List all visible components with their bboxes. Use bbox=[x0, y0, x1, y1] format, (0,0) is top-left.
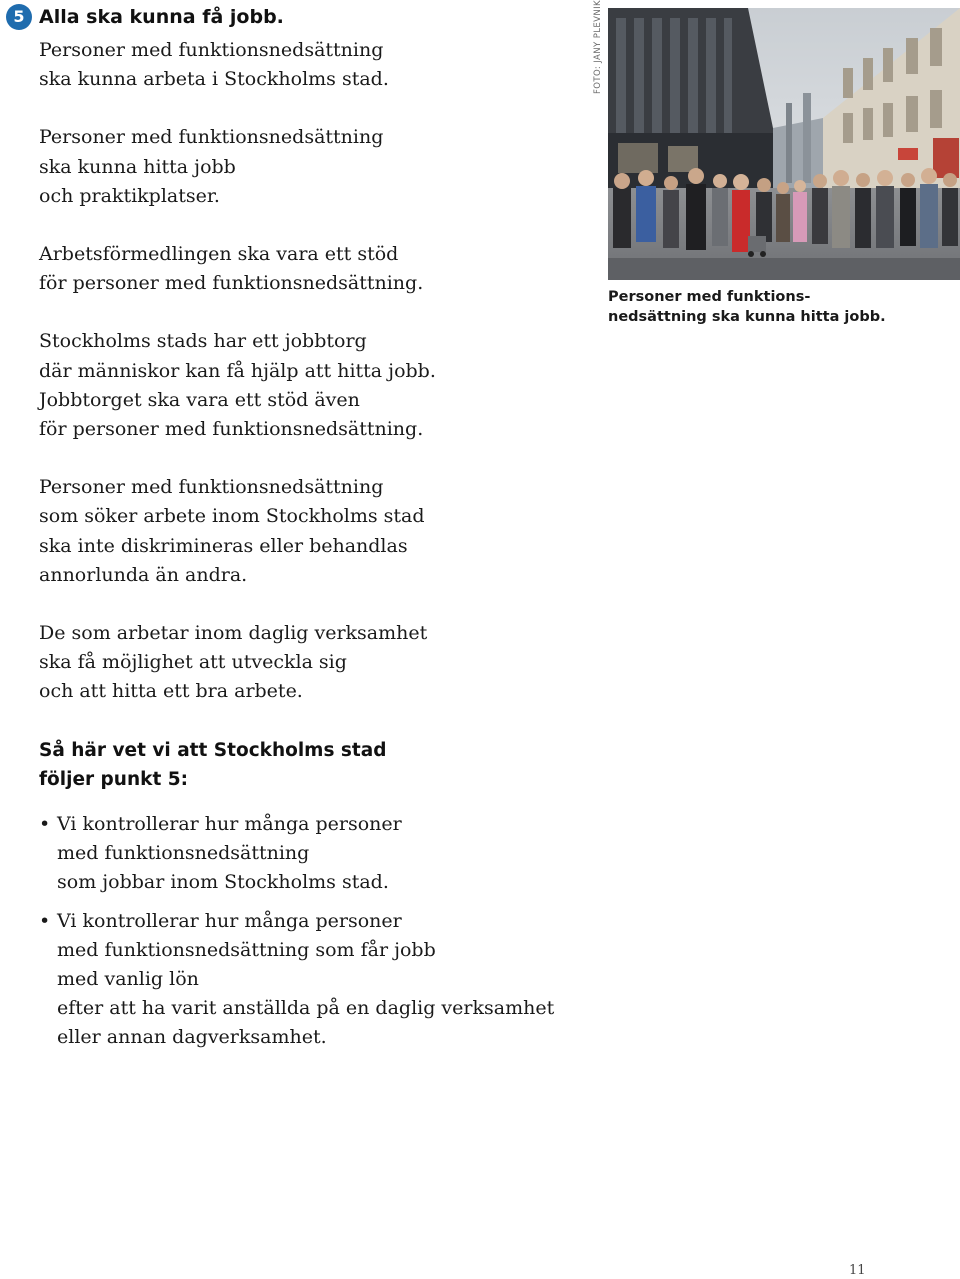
paragraph-line: ska inte diskrimineras eller behandlas bbox=[39, 534, 408, 557]
paragraph-line: för personer med funktionsnedsättning. bbox=[39, 418, 424, 441]
paragraph-6 bbox=[39, 619, 579, 707]
bullet-icon: • bbox=[39, 813, 51, 836]
paragraph-line: där människor kan få hjälp att hitta jobb. bbox=[39, 359, 436, 382]
paragraph-line: för personer med funktionsnedsättning. bbox=[39, 272, 424, 295]
list-item-line: efter att ha varit anställda på en daglig verksamhet bbox=[57, 997, 555, 1020]
list-item-line: med funktionsnedsättning som får jobb bbox=[57, 938, 436, 961]
photo-caption bbox=[608, 287, 948, 327]
list-item-line: med vanlig lön bbox=[57, 968, 199, 991]
follow-up-heading bbox=[39, 736, 579, 794]
bullet-icon: • bbox=[39, 909, 51, 932]
page-number: 11 bbox=[849, 1263, 866, 1278]
paragraph-2 bbox=[39, 123, 579, 211]
section-number-badge: 5 bbox=[6, 4, 32, 30]
paragraph-line: Jobbtorget ska vara ett stöd även bbox=[39, 388, 360, 411]
paragraph-line: annorlunda än andra. bbox=[39, 563, 248, 586]
list-item-line: eller annan dagverksamhet. bbox=[57, 1026, 327, 1049]
paragraph-3 bbox=[39, 240, 579, 298]
paragraph-line: ska kunna arbeta i Stockholms stad. bbox=[39, 68, 389, 91]
paragraph-line: ska kunna hitta jobb bbox=[39, 155, 236, 178]
paragraph-line: och att hitta ett bra arbete. bbox=[39, 680, 303, 703]
caption-line: nedsättning ska kunna hitta jobb. bbox=[608, 309, 886, 325]
caption-line: Personer med funktions- bbox=[608, 289, 811, 305]
paragraph-line: Arbetsförmedlingen ska vara ett stöd bbox=[39, 243, 399, 266]
street-photo bbox=[608, 8, 960, 280]
list-item-line: Vi kontrollerar hur många personer bbox=[57, 909, 402, 932]
paragraph-line: Personer med funktionsnedsättning bbox=[39, 476, 384, 499]
photo-credit: FOTO: JANY PLEVNIK bbox=[593, 0, 603, 94]
paragraph-line: som söker arbete inom Stockholms stad bbox=[39, 505, 425, 528]
heading-line: följer punkt 5: bbox=[39, 768, 188, 790]
section-heading: Alla ska kunna få jobb. bbox=[39, 6, 284, 28]
list-item bbox=[39, 810, 579, 898]
paragraph-line: De som arbetar inom daglig verksamhet bbox=[39, 622, 428, 645]
paragraph-1 bbox=[39, 36, 579, 94]
list-item-line: som jobbar inom Stockholms stad. bbox=[57, 871, 389, 894]
body-text bbox=[39, 36, 579, 1062]
list-item bbox=[39, 907, 579, 1053]
paragraph-4 bbox=[39, 327, 579, 444]
list-item-line: Vi kontrollerar hur många personer bbox=[57, 813, 402, 836]
paragraph-line: Personer med funktionsnedsättning bbox=[39, 126, 384, 149]
paragraph-line: ska få möjlighet att utveckla sig bbox=[39, 651, 347, 674]
paragraph-5 bbox=[39, 473, 579, 590]
paragraph-line: Personer med funktionsnedsättning bbox=[39, 39, 384, 61]
list-item-line: med funktionsnedsättning bbox=[57, 842, 310, 865]
paragraph-line: och praktikplatser. bbox=[39, 184, 220, 207]
follow-up-list bbox=[39, 810, 579, 1053]
heading-line: Så här vet vi att Stockholms stad bbox=[39, 739, 387, 761]
paragraph-line: Stockholms stads har ett jobbtorg bbox=[39, 330, 367, 353]
street-crowd-illustration bbox=[608, 8, 960, 280]
